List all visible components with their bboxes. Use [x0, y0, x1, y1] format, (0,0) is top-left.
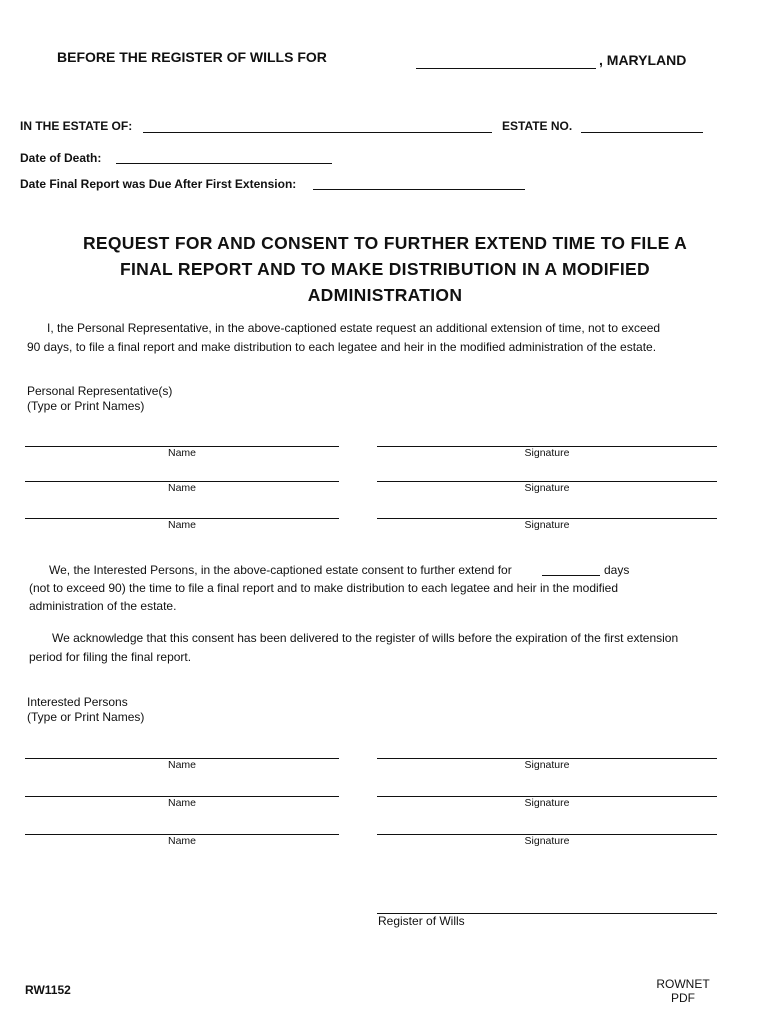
ip-name-caption-1: Name: [167, 759, 196, 771]
estate-of-label: IN THE ESTATE OF:: [20, 119, 133, 133]
acknowledge-paragraph-line-1: We acknowledge that this consent has been delivered to the register of wills before the expiration of the first extension: [52, 631, 679, 645]
ip-signature-caption-3: Signature: [524, 835, 570, 847]
pr-name-caption-3: Name: [167, 519, 196, 531]
estate-of-field[interactable]: [143, 132, 492, 133]
consent-paragraph-line-3: administration of the estate.: [29, 599, 177, 613]
publisher-line-1: ROWNET: [656, 977, 710, 991]
pr-name-caption-2: Name: [167, 482, 196, 494]
request-paragraph-line-2: 90 days, to file a final report and make distribution to each legatee and heir in the modified administration of the estate.: [27, 340, 657, 354]
extension-days-field[interactable]: [542, 575, 600, 576]
pr-name-caption-1: Name: [167, 447, 196, 459]
ip-signature-caption-2: Signature: [524, 797, 570, 809]
date-of-death-label: Date of Death:: [20, 151, 102, 165]
consent-paragraph-line-1: We, the Interested Persons, in the above-captioned estate consent to further extend for: [49, 563, 512, 577]
days-label: days: [604, 563, 630, 577]
personal-rep-heading: Personal Representative(s): [27, 384, 173, 398]
final-report-due-field[interactable]: [313, 189, 525, 190]
county-blank-line[interactable]: [416, 68, 596, 69]
personal-rep-subheading: (Type or Print Names): [27, 399, 145, 413]
pr-signature-caption-3: Signature: [524, 519, 570, 531]
state-label: , MARYLAND: [599, 52, 687, 68]
estate-no-field[interactable]: [581, 132, 703, 133]
ip-name-caption-3: Name: [167, 835, 196, 847]
register-of-wills-caption: Register of Wills: [378, 914, 465, 928]
interested-persons-subheading: (Type or Print Names): [27, 710, 145, 724]
pr-signature-caption-1: Signature: [524, 447, 570, 459]
date-of-death-field[interactable]: [116, 163, 332, 164]
form-title-line-1: REQUEST FOR AND CONSENT TO FURTHER EXTEND TIME TO FILE A: [82, 233, 688, 253]
form-title-line-2: FINAL REPORT AND TO MAKE DISTRIBUTION IN A MODIFIED: [120, 259, 650, 279]
ip-signature-caption-1: Signature: [524, 759, 570, 771]
form-title-line-3: ADMINISTRATION: [307, 285, 463, 305]
court-heading: BEFORE THE REGISTER OF WILLS FOR: [57, 49, 327, 65]
request-paragraph-line-1: I, the Personal Representative, in the above-captioned estate request an additional extension of time, not to exceed: [47, 321, 661, 335]
pr-signature-caption-2: Signature: [524, 482, 570, 494]
acknowledge-paragraph-line-2: period for filing the final report.: [29, 650, 192, 664]
ip-name-caption-2: Name: [167, 797, 196, 809]
interested-persons-heading: Interested Persons: [27, 695, 128, 709]
publisher-line-2: PDF: [671, 991, 695, 1005]
form-number: RW1152: [25, 983, 71, 997]
estate-no-label: ESTATE NO.: [502, 119, 573, 133]
final-report-due-label: Date Final Report was Due After First Extension:: [20, 177, 297, 191]
consent-paragraph-line-2: (not to exceed 90) the time to file a final report and to make distribution to each legatee and heir in the modified: [29, 581, 619, 595]
